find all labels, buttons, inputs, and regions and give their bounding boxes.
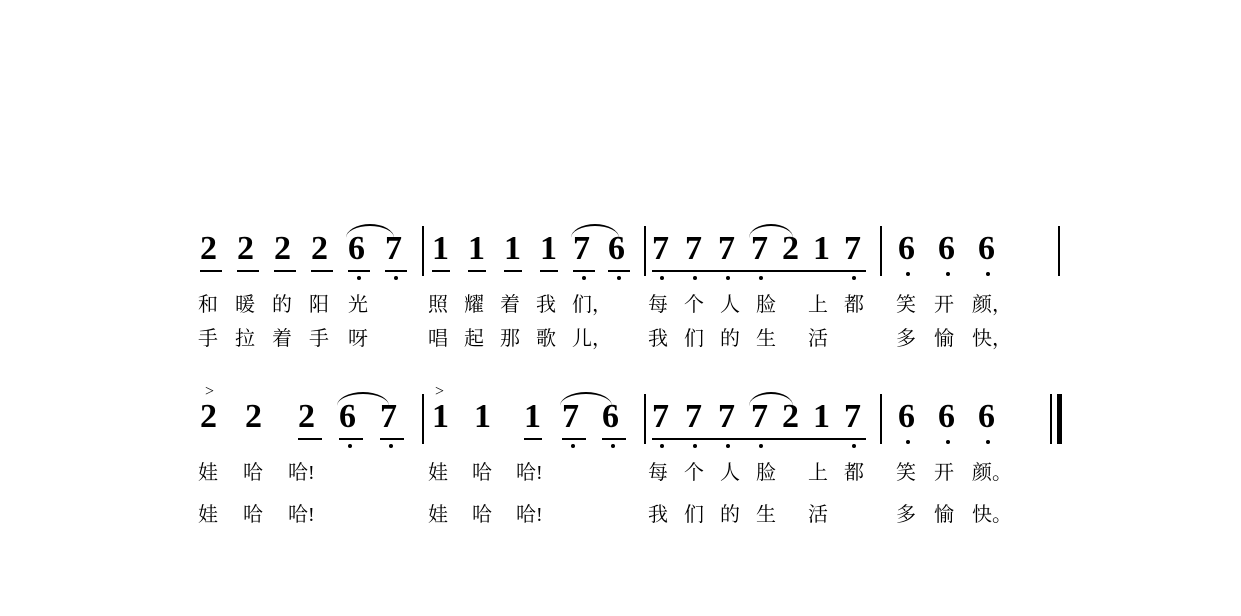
note: 1 bbox=[432, 230, 449, 267]
note: 1 bbox=[474, 398, 491, 435]
octave-dot-below bbox=[986, 440, 990, 444]
lyric-syllable: 哈 bbox=[472, 504, 492, 526]
note: 6 bbox=[608, 230, 625, 267]
note: 7 bbox=[718, 230, 735, 267]
note: 2 bbox=[782, 230, 799, 267]
note: 7 bbox=[718, 398, 735, 435]
octave-dot-below bbox=[611, 444, 615, 448]
octave-dot-below bbox=[348, 444, 352, 448]
lyric-syllable: 娃 bbox=[198, 462, 218, 484]
barline bbox=[422, 394, 424, 444]
barline bbox=[422, 226, 424, 276]
lyric-syllable: 哈! bbox=[516, 462, 543, 484]
lyric-syllable: 每 bbox=[648, 294, 668, 316]
slur-arc bbox=[571, 224, 619, 238]
accent-mark: > bbox=[205, 383, 215, 400]
note: 6 bbox=[348, 230, 365, 267]
barline bbox=[880, 226, 882, 276]
lyric-syllable: 耀 bbox=[464, 294, 484, 316]
octave-dot-below bbox=[759, 444, 763, 448]
lyric-syllable: 笑 bbox=[896, 462, 916, 484]
lyric-syllable: 多 bbox=[896, 328, 916, 350]
slur-arc bbox=[337, 392, 389, 406]
octave-dot-below bbox=[660, 444, 664, 448]
note: 7 bbox=[685, 398, 702, 435]
beam-line bbox=[652, 438, 866, 440]
lyric-syllable: 着 bbox=[500, 294, 520, 316]
beam-line bbox=[524, 438, 542, 440]
octave-dot-below bbox=[660, 276, 664, 280]
lyric-syllable: 的 bbox=[272, 294, 292, 316]
note: 7 bbox=[685, 230, 702, 267]
lyric-syllable: 上 bbox=[808, 462, 828, 484]
slur-arc bbox=[346, 224, 394, 238]
lyric-syllable: 娃 bbox=[428, 504, 448, 526]
note: 1 bbox=[540, 230, 557, 267]
lyric-syllable: 脸 bbox=[756, 294, 776, 316]
note: 7 bbox=[751, 398, 768, 435]
lyric-syllable: 人 bbox=[720, 462, 740, 484]
note: 1 bbox=[432, 398, 449, 435]
lyric-syllable: 暖 bbox=[235, 294, 255, 316]
note: 6 bbox=[978, 398, 995, 435]
lyric-syllable: 呀 bbox=[348, 328, 368, 350]
note: 7 bbox=[652, 398, 669, 435]
note: 6 bbox=[602, 398, 619, 435]
lyric-syllable: 人 bbox=[720, 294, 740, 316]
octave-dot-below bbox=[394, 276, 398, 280]
octave-dot-below bbox=[571, 444, 575, 448]
beam-line bbox=[652, 270, 866, 272]
note: 1 bbox=[813, 398, 830, 435]
octave-dot-below bbox=[357, 276, 361, 280]
octave-dot-below bbox=[726, 276, 730, 280]
note: 6 bbox=[938, 230, 955, 267]
slur-arc bbox=[560, 392, 612, 406]
lyric-syllable: 唱 bbox=[428, 328, 448, 350]
beam-line bbox=[237, 270, 259, 272]
lyric-syllable: 哈 bbox=[243, 504, 263, 526]
lyric-syllable: 手 bbox=[309, 328, 329, 350]
note: 6 bbox=[898, 398, 915, 435]
note: 7 bbox=[562, 398, 579, 435]
lyric-syllable: 阳 bbox=[309, 294, 329, 316]
note: 7 bbox=[380, 398, 397, 435]
octave-dot-below bbox=[946, 272, 950, 276]
final-barline-thick bbox=[1057, 394, 1062, 444]
beam-line bbox=[298, 438, 322, 440]
note: 7 bbox=[652, 230, 669, 267]
beam-line bbox=[504, 270, 522, 272]
lyric-syllable: 的 bbox=[720, 504, 740, 526]
note: 7 bbox=[844, 398, 861, 435]
lyric-syllable: 们 bbox=[684, 504, 704, 526]
octave-dot-below bbox=[852, 444, 856, 448]
lyric-syllable: 歌 bbox=[536, 328, 556, 350]
lyric-syllable: 光 bbox=[348, 294, 368, 316]
lyric-syllable: 着 bbox=[272, 328, 292, 350]
octave-dot-below bbox=[852, 276, 856, 280]
lyric-syllable: 哈! bbox=[516, 504, 543, 526]
note: 2 bbox=[782, 398, 799, 435]
lyric-syllable: 起 bbox=[464, 328, 484, 350]
lyric-syllable: 个 bbox=[684, 294, 704, 316]
beam-line bbox=[339, 438, 363, 440]
beam-line bbox=[602, 438, 626, 440]
beam-line bbox=[468, 270, 486, 272]
accent-mark: > bbox=[435, 383, 445, 400]
note: 2 bbox=[200, 398, 217, 435]
note: 7 bbox=[573, 230, 590, 267]
beam-line bbox=[274, 270, 296, 272]
octave-dot-below bbox=[986, 272, 990, 276]
lyric-syllable: 生 bbox=[756, 328, 776, 350]
lyric-syllable: 娃 bbox=[428, 462, 448, 484]
note: 6 bbox=[938, 398, 955, 435]
slur-arc bbox=[749, 392, 793, 406]
lyric-syllable: 哈! bbox=[288, 504, 315, 526]
lyric-syllable: 每 bbox=[648, 462, 668, 484]
octave-dot-below bbox=[693, 444, 697, 448]
barline bbox=[644, 394, 646, 444]
lyric-syllable: 活 bbox=[808, 504, 828, 526]
note: 1 bbox=[504, 230, 521, 267]
note: 2 bbox=[311, 230, 328, 267]
beam-line bbox=[311, 270, 333, 272]
note: 2 bbox=[298, 398, 315, 435]
lyric-syllable: 儿， bbox=[572, 328, 612, 350]
octave-dot-below bbox=[946, 440, 950, 444]
note: 7 bbox=[751, 230, 768, 267]
lyric-syllable: 愉 bbox=[934, 504, 954, 526]
beam-line bbox=[385, 270, 407, 272]
lyric-syllable: 活 bbox=[808, 328, 828, 350]
barline bbox=[880, 394, 882, 444]
octave-dot-below bbox=[759, 276, 763, 280]
octave-dot-below bbox=[906, 272, 910, 276]
slur-arc bbox=[749, 224, 793, 238]
lyric-syllable: 的 bbox=[720, 328, 740, 350]
lyric-syllable: 颜， bbox=[972, 294, 1012, 316]
barline bbox=[1058, 226, 1060, 276]
lyric-syllable: 多 bbox=[896, 504, 916, 526]
lyric-syllable: 个 bbox=[684, 462, 704, 484]
lyric-syllable: 娃 bbox=[198, 504, 218, 526]
lyric-syllable: 哈! bbox=[288, 462, 315, 484]
note: 7 bbox=[844, 230, 861, 267]
note: 6 bbox=[898, 230, 915, 267]
lyric-syllable: 们， bbox=[572, 294, 612, 316]
beam-line bbox=[540, 270, 558, 272]
octave-dot-below bbox=[389, 444, 393, 448]
lyric-syllable: 我 bbox=[648, 328, 668, 350]
lyric-syllable: 照 bbox=[428, 294, 448, 316]
lyric-syllable: 愉 bbox=[934, 328, 954, 350]
barline bbox=[644, 226, 646, 276]
note: 2 bbox=[237, 230, 254, 267]
beam-line bbox=[573, 270, 595, 272]
lyric-syllable: 我 bbox=[536, 294, 556, 316]
final-barline-thin bbox=[1050, 394, 1052, 444]
lyric-syllable: 都 bbox=[844, 462, 864, 484]
lyric-syllable: 都 bbox=[844, 294, 864, 316]
lyric-syllable: 我 bbox=[648, 504, 668, 526]
lyric-syllable: 开 bbox=[934, 294, 954, 316]
note: 1 bbox=[813, 230, 830, 267]
lyric-syllable: 和 bbox=[198, 294, 218, 316]
note: 7 bbox=[385, 230, 402, 267]
lyric-syllable: 哈 bbox=[243, 462, 263, 484]
beam-line bbox=[432, 270, 450, 272]
octave-dot-below bbox=[582, 276, 586, 280]
note: 2 bbox=[200, 230, 217, 267]
lyric-syllable: 上 bbox=[808, 294, 828, 316]
note: 6 bbox=[978, 230, 995, 267]
note: 1 bbox=[524, 398, 541, 435]
note: 2 bbox=[274, 230, 291, 267]
octave-dot-below bbox=[617, 276, 621, 280]
lyric-syllable: 快。 bbox=[972, 504, 1012, 526]
beam-line bbox=[562, 438, 586, 440]
lyric-syllable: 手 bbox=[198, 328, 218, 350]
beam-line bbox=[348, 270, 370, 272]
beam-line bbox=[608, 270, 630, 272]
lyric-syllable: 生 bbox=[756, 504, 776, 526]
octave-dot-below bbox=[693, 276, 697, 280]
note: 2 bbox=[245, 398, 262, 435]
lyric-syllable: 拉 bbox=[235, 328, 255, 350]
octave-dot-below bbox=[906, 440, 910, 444]
beam-line bbox=[380, 438, 404, 440]
lyric-syllable: 脸 bbox=[756, 462, 776, 484]
beam-line bbox=[200, 270, 222, 272]
lyric-syllable: 们 bbox=[684, 328, 704, 350]
note: 6 bbox=[339, 398, 356, 435]
octave-dot-below bbox=[726, 444, 730, 448]
lyric-syllable: 开 bbox=[934, 462, 954, 484]
lyric-syllable: 笑 bbox=[896, 294, 916, 316]
lyric-syllable: 颜。 bbox=[972, 462, 1012, 484]
lyric-syllable: 快， bbox=[972, 328, 1012, 350]
lyric-syllable: 那 bbox=[500, 328, 520, 350]
note: 1 bbox=[468, 230, 485, 267]
lyric-syllable: 哈 bbox=[472, 462, 492, 484]
